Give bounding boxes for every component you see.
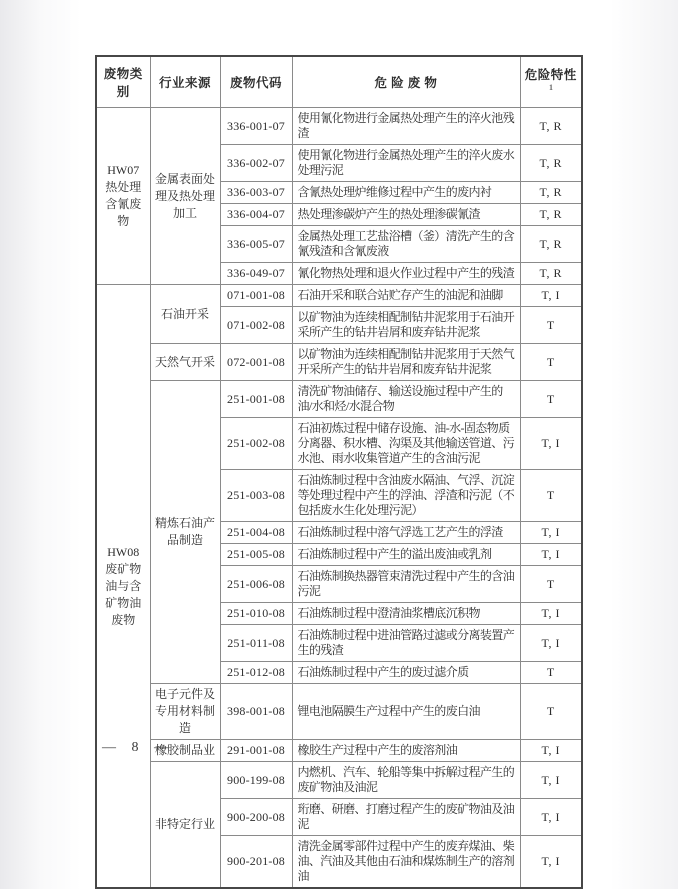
hazard-property-cell: T, R xyxy=(520,263,582,285)
hazard-property-cell: T, I xyxy=(520,603,582,625)
waste-code-cell: 336-049-07 xyxy=(220,263,292,285)
table-row xyxy=(96,381,582,418)
table-header-row xyxy=(96,56,582,108)
waste-code-cell: 251-003-08 xyxy=(220,470,292,522)
industry-cell: 石油开采 xyxy=(150,285,220,344)
waste-description-cell: 含氰热处理炉维修过程中产生的废内衬 xyxy=(292,182,520,204)
waste-code-cell: 251-012-08 xyxy=(220,662,292,684)
waste-description-cell: 石油炼制过程中澄清油浆槽底沉积物 xyxy=(292,603,520,625)
waste-description-cell: 石油炼制过程中进油管路过滤或分离装置产生的残渣 xyxy=(292,625,520,662)
hazard-property-cell: T, I xyxy=(520,522,582,544)
waste-code-cell: 900-201-08 xyxy=(220,836,292,889)
waste-code-cell: 251-011-08 xyxy=(220,625,292,662)
hazard-property-cell: T, R xyxy=(520,226,582,263)
waste-description-cell: 石油炼制换热器管束清洗过程中产生的含油污泥 xyxy=(292,566,520,603)
hazard-property-cell: T, I xyxy=(520,799,582,836)
col-header-hazardous-waste: 危 险 废 物 xyxy=(292,56,520,108)
industry-cell: 非特定行业 xyxy=(150,762,220,889)
waste-description-cell: 石油炼制过程中产生的溢出废油或乳剂 xyxy=(292,544,520,566)
waste-code-cell: 398-001-08 xyxy=(220,684,292,740)
waste-description-cell: 橡胶生产过程中产生的废溶剂油 xyxy=(292,740,520,762)
waste-description-cell: 以矿物油为连续相配制钻井泥浆用于石油开采所产生的钻井岩屑和废弃钻井泥浆 xyxy=(292,307,520,344)
hazard-property-cell: T xyxy=(520,566,582,603)
waste-description-cell: 清洗金属零部件过程中产生的废弃煤油、柴油、汽油及其他由石油和煤炼制生产的溶剂油 xyxy=(292,836,520,889)
hazard-property-cell: T xyxy=(520,307,582,344)
hazard-property-cell: T, I xyxy=(520,836,582,889)
hazard-property-cell: T, I xyxy=(520,625,582,662)
waste-description-cell: 石油炼制过程中含油废水隔油、气浮、沉淀等处理过程中产生的浮油、浮渣和污泥（不包括废水生化处理污泥） xyxy=(292,470,520,522)
waste-code-cell: 071-002-08 xyxy=(220,307,292,344)
waste-code-cell: 336-004-07 xyxy=(220,204,292,226)
waste-code-cell: 336-003-07 xyxy=(220,182,292,204)
table-row xyxy=(96,762,582,799)
hazard-property-cell: T, R xyxy=(520,145,582,182)
waste-description-cell: 石油炼制过程中产生的废过滤介质 xyxy=(292,662,520,684)
industry-cell: 天然气开采 xyxy=(150,344,220,381)
page-number: — 8 — xyxy=(102,740,169,755)
col-header-waste-code: 废物代码 xyxy=(220,56,292,108)
waste-code-cell: 251-002-08 xyxy=(220,418,292,470)
waste-code-cell: 336-002-07 xyxy=(220,145,292,182)
waste-code-cell: 071-001-08 xyxy=(220,285,292,307)
industry-cell: 精炼石油产品制造 xyxy=(150,381,220,684)
waste-description-cell: 石油初炼过程中储存设施、油-水-固态物质分离器、积水槽、沟渠及其他输送管道、污水池、雨水收集管道产生的含油污泥 xyxy=(292,418,520,470)
table-row xyxy=(96,285,582,307)
hazard-property-cell: T, R xyxy=(520,204,582,226)
waste-code-cell: 251-004-08 xyxy=(220,522,292,544)
waste-code-cell: 291-001-08 xyxy=(220,740,292,762)
hazard-property-cell: T, I xyxy=(520,762,582,799)
hazard-property-cell: T xyxy=(520,470,582,522)
waste-description-cell: 锂电池隔膜生产过程中产生的废白油 xyxy=(292,684,520,740)
col-header-industry-source: 行业来源 xyxy=(150,56,220,108)
waste-description-cell: 珩磨、研磨、打磨过程产生的废矿物油及油泥 xyxy=(292,799,520,836)
hazard-property-cell: T, I xyxy=(520,418,582,470)
waste-description-cell: 石油开采和联合站贮存产生的油泥和油脚 xyxy=(292,285,520,307)
category-cell-hw08: HW08 废矿物油与含矿物油废物 xyxy=(96,285,150,889)
table-row xyxy=(96,108,582,145)
table-row xyxy=(96,684,582,740)
col-header-waste-category: 废物类别 xyxy=(96,56,150,108)
table-row xyxy=(96,344,582,381)
waste-description-cell: 内燃机、汽车、轮船等集中拆解过程产生的废矿物油及油泥 xyxy=(292,762,520,799)
hazard-header-label: 危险特性 xyxy=(524,67,577,82)
waste-code-cell: 900-200-08 xyxy=(220,799,292,836)
industry-cell: 电子元件及专用材料制造 xyxy=(150,684,220,740)
hazard-property-cell: T xyxy=(520,344,582,381)
waste-description-cell: 清洗矿物油储存、输送设施过程中产生的油/水和烃/水混合物 xyxy=(292,381,520,418)
footnote-marker: 1 xyxy=(549,82,554,92)
waste-code-cell: 336-005-07 xyxy=(220,226,292,263)
industry-cell: 金属表面处理及热处理加工 xyxy=(150,108,220,285)
hazardous-waste-table xyxy=(95,55,583,889)
waste-code-cell: 251-005-08 xyxy=(220,544,292,566)
waste-description-cell: 使用氰化物进行金属热处理产生的淬火池残渣 xyxy=(292,108,520,145)
waste-description-cell: 使用氰化物进行金属热处理产生的淬火废水处理污泥 xyxy=(292,145,520,182)
hazard-property-cell: T xyxy=(520,684,582,740)
waste-description-cell: 金属热处理工艺盐浴槽（釜）清洗产生的含氰残渣和含氰废液 xyxy=(292,226,520,263)
hazard-property-cell: T xyxy=(520,381,582,418)
waste-description-cell: 石油炼制过程中溶气浮选工艺产生的浮渣 xyxy=(292,522,520,544)
col-header-hazard-property xyxy=(520,56,582,108)
waste-code-cell: 251-006-08 xyxy=(220,566,292,603)
hazard-property-cell: T, I xyxy=(520,740,582,762)
hazard-property-cell: T, R xyxy=(520,108,582,145)
waste-code-cell: 336-001-07 xyxy=(220,108,292,145)
hazard-property-cell: T, R xyxy=(520,182,582,204)
waste-code-cell: 900-199-08 xyxy=(220,762,292,799)
waste-description-cell: 热处理渗碳炉产生的热处理渗碳氰渣 xyxy=(292,204,520,226)
hazardous-waste-table-container xyxy=(95,55,581,889)
waste-description-cell: 氰化物热处理和退火作业过程中产生的残渣 xyxy=(292,263,520,285)
industry-cell: 橡胶制品业 xyxy=(150,740,220,762)
hazard-property-cell: T, I xyxy=(520,544,582,566)
waste-description-cell: 以矿物油为连续相配制钻井泥浆用于天然气开采所产生的钻井岩屑和废弃钻井泥浆 xyxy=(292,344,520,381)
waste-code-cell: 251-010-08 xyxy=(220,603,292,625)
waste-code-cell: 251-001-08 xyxy=(220,381,292,418)
hazard-property-cell: T xyxy=(520,662,582,684)
hazard-property-cell: T, I xyxy=(520,285,582,307)
waste-code-cell: 072-001-08 xyxy=(220,344,292,381)
category-cell-hw07: HW07 热处理含氰废物 xyxy=(96,108,150,285)
